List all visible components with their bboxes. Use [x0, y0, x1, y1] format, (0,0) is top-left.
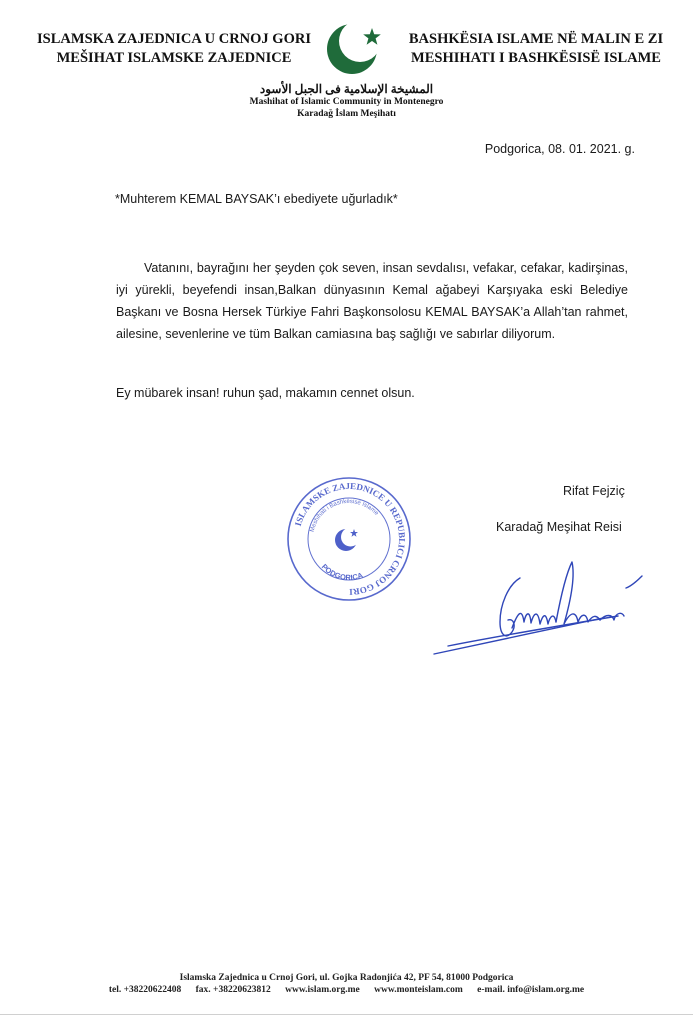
footer-contacts: [0, 984, 693, 996]
letterhead-right-line2: MESHIHATI I BASHKËSISË ISLAME: [411, 50, 661, 66]
letter-closing: Ey mübarek insan! ruhun şad, makamın cennet olsun.: [116, 386, 415, 400]
signatory-name: Rifat Fejziç: [563, 484, 625, 498]
signatory-position: Karadağ Meşihat Reisi: [496, 520, 622, 534]
footer-tel: tel. +38220622408: [108, 985, 182, 995]
handwritten-signature: [428, 550, 648, 680]
letter-title: *Muhterem KEMAL BAYSAK’ı ebediyete uğurladık*: [115, 192, 398, 206]
body-paragraph: Vatanını, bayrağını her şeyden çok seven, insan sevdalısı, vefakar, cefakar, kadirşinas, iyi yürekli, beyefendi insan,Balkan dünyasının Kemal ağabeyi Karşıyaka eski Belediye Başkanı ve Bosna Hersek Türkiye Fahri Başkonsolosu KEMAL BAYSAK’a Allah’tan rahmet, ailesine, sevenlerine ve tüm Balkan camiasına baş sağlığı ve sabırlar diliyorum.: [116, 261, 628, 341]
crescent-star-icon: [322, 16, 388, 78]
letterhead-left-line1: ISLAMSKA ZAJEDNICA U CRNOJ GORI: [37, 31, 311, 47]
letterhead-english: Mashihat of Islamic Community in Montenegro: [249, 97, 444, 107]
letterhead-arabic: المشيخة الإسلامية فى الجبل الأسود: [259, 82, 434, 96]
letterhead-right: [396, 30, 676, 68]
official-stamp: [286, 474, 412, 604]
footer-email[interactable]: e-mail. info@islam.org.me: [477, 985, 585, 995]
footer-web2[interactable]: www.monteislam.com: [374, 985, 463, 995]
letterhead-turkish: Karadağ İslam Meşihatı: [297, 108, 396, 119]
letterhead-left-line2: MEŠIHAT ISLAMSKE ZAJEDNICE: [56, 50, 292, 66]
stamp-city: PODGORICA: [319, 562, 364, 583]
letter-footer: [0, 972, 693, 996]
footer-web1[interactable]: www.islam.org.me: [285, 985, 360, 995]
svg-text:PODGORICA: [320, 562, 365, 582]
page-bottom-divider: [0, 1014, 693, 1015]
letter-date: Podgorica, 08. 01. 2021. g.: [484, 142, 635, 156]
stamp-outer-text: ISLAMSKE ZAJEDNICE U REPUBLICI CRNOJ GORI: [292, 480, 408, 598]
svg-text:Meshihati i Bashkësisë Islame: [310, 499, 380, 533]
footer-fax: fax. +38220623812: [195, 985, 271, 995]
footer-address: Islamska Zajednica u Crnoj Gori, ul. Gojka Radonjića 42, PF 54, 81000 Podgorica: [179, 973, 514, 983]
letter-body: [116, 257, 628, 345]
letterhead-center: [220, 82, 473, 120]
stamp-inner-text: Meshihati i Bashkësisë Islame: [309, 498, 380, 533]
letterhead-left: [24, 30, 324, 68]
stamp-crescent-icon: [335, 528, 360, 552]
letterhead-right-line1: BASHKËSIA ISLAME NË MALIN E ZI: [408, 31, 664, 47]
